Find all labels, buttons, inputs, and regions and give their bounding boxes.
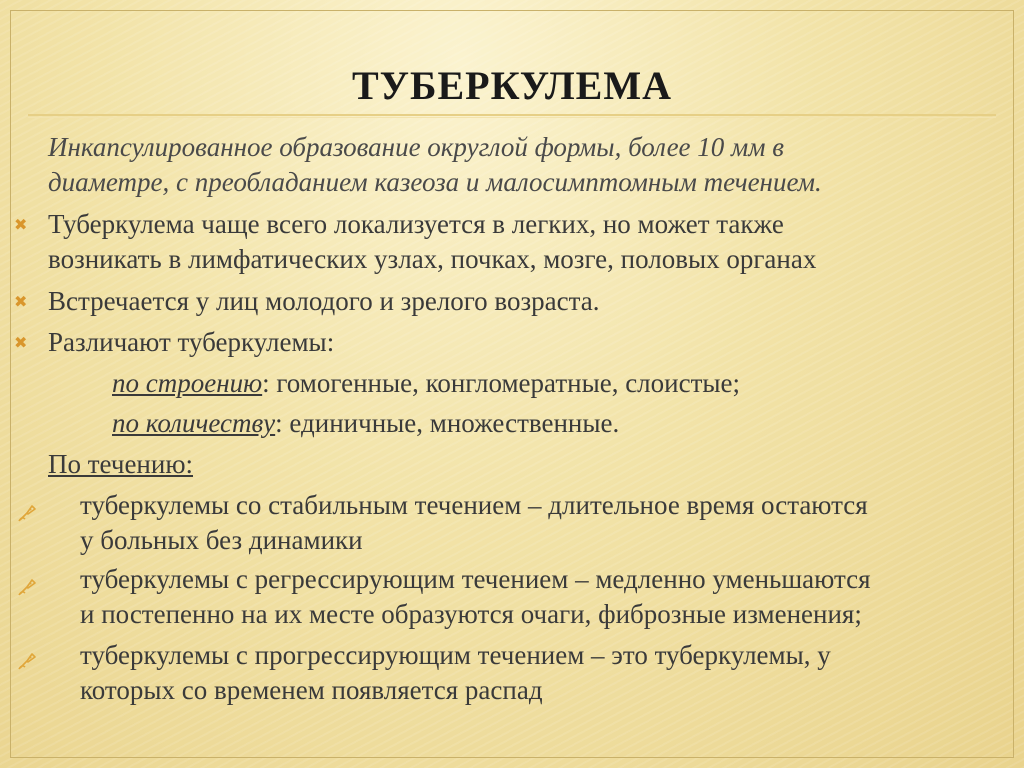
pen-nib-icon: [16, 500, 40, 524]
definition-line-2: диаметре, с преобладанием казеоза и малосимптомным течением.: [48, 167, 822, 197]
slide-title: ТУБЕРКУЛЕМА: [351, 63, 672, 108]
classification-structure-label: по строению: [112, 368, 263, 398]
bullet-1-line-1: Туберкулема чаще всего локализуется в легких, но может также: [48, 209, 784, 239]
x-mark-icon: ✖: [14, 292, 28, 311]
classification-structure-text: : гомогенные, конгломератные, слоистые;: [262, 368, 741, 398]
definition-line-1: Инкапсулированное образование округлой формы, более 10 мм в: [48, 132, 784, 162]
bullet-3-line-1: Различают туберкулемы:: [48, 327, 335, 357]
x-mark-icon: ✖: [14, 215, 28, 234]
classification-count: [112, 407, 619, 440]
x-mark-icon: ✖: [14, 333, 28, 352]
course-item-1-line-2: у больных без динамики: [80, 525, 363, 555]
pen-nib-icon: [16, 648, 40, 672]
classification-structure: [112, 367, 740, 400]
course-item-2-line-1: туберкулемы с регрессирующим течением – медленно уменьшаются: [80, 564, 871, 594]
bullet-2-line-1: Встречается у лиц молодого и зрелого возраста.: [48, 286, 600, 316]
bullet-1-line-2: возникать в лимфатических узлах, почках, мозге, половых органах: [48, 244, 817, 274]
classification-count-text: : единичные, множественные.: [275, 408, 620, 438]
pen-nib-icon: [16, 574, 40, 598]
classification-count-label: по количеству: [112, 408, 276, 438]
course-item-3-line-2: которых со временем появляется распад: [80, 675, 543, 705]
course-heading: По течению:: [48, 449, 193, 479]
course-item-2-line-2: и постепенно на их месте образуются очаги, фиброзные изменения;: [80, 599, 862, 629]
course-item-1-line-1: туберкулемы со стабильным течением – длительное время остаются: [80, 490, 868, 520]
course-item-3-line-1: туберкулемы с прогрессирующим течением – это туберкулемы, у: [80, 640, 831, 670]
